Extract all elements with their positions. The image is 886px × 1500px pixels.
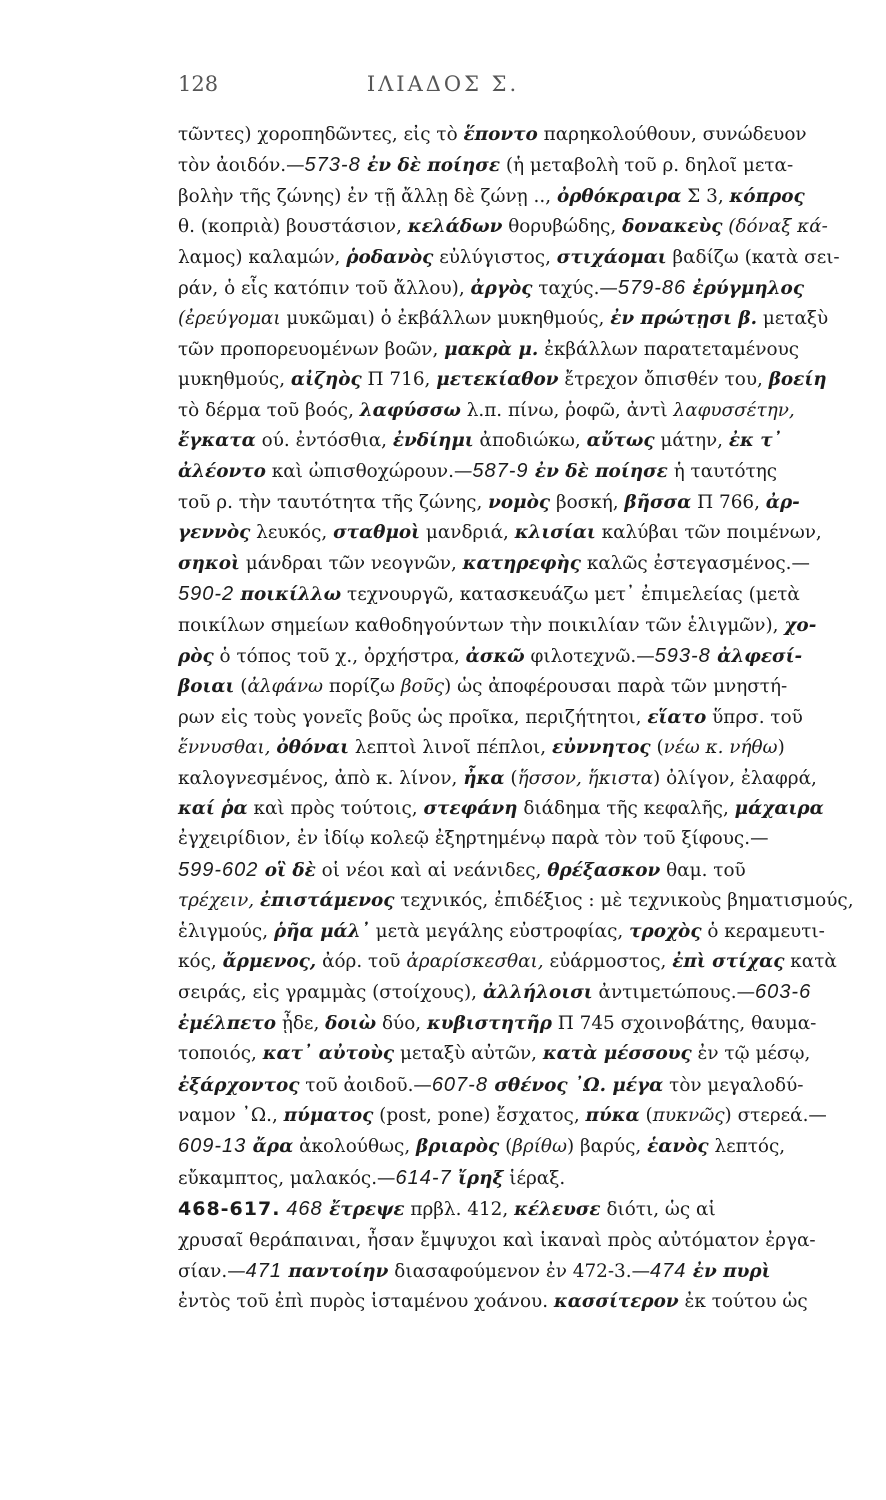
headword: γεννὸς — [178, 522, 251, 544]
text-run: ἀποδιώκω, — [473, 430, 587, 452]
text-line — [178, 703, 850, 733]
text-line — [178, 947, 850, 977]
text-run: ) βαρύς, — [567, 1136, 648, 1158]
headword: πύματος — [283, 1105, 374, 1126]
text-run: κός, — [178, 950, 223, 972]
text-run: μετὰ μεγάλης εὐστροφίας, — [369, 920, 630, 942]
text-run: (ἡ μεταβολὴ τοῦ ρ. δηλοῖ μετα- — [500, 155, 794, 177]
headword: δοιὼ — [325, 1012, 377, 1034]
line-reference: 603-6 — [755, 981, 812, 1004]
headword: ἐνδίημι — [392, 430, 474, 452]
text-run: τοῦ ρ. τὴν ταυτότητα τῆς ζώνης, — [178, 491, 489, 513]
text-run: ) στερεά.— — [724, 1105, 827, 1126]
italic-gloss: τρέχειν, — [178, 890, 255, 912]
headword: ἐξάρχοντος — [178, 1074, 300, 1096]
text-run: πορίζω — [323, 676, 401, 698]
text-run: καλογνεσμένος, ἀπὸ κ. λίνον, — [178, 767, 464, 789]
text-line — [178, 824, 850, 854]
text-line — [178, 611, 850, 641]
line-reference: 474 — [650, 1260, 687, 1283]
headword: κασσίτερον — [553, 1291, 679, 1313]
text-run: μάτην, — [654, 430, 729, 452]
headword: ὀθόναι — [276, 737, 349, 759]
text-run: τὸν μεγαλοδύ- — [663, 1074, 804, 1096]
line-reference: 587-9 — [472, 460, 529, 483]
text-line — [178, 150, 850, 181]
headword: τροχὸς — [629, 920, 702, 942]
text-line — [178, 243, 850, 273]
text-line — [178, 212, 850, 242]
text-run: ἀντιμετώπους.— — [592, 982, 756, 1004]
headword: πύκα — [585, 1105, 640, 1126]
text-line — [178, 1009, 850, 1039]
headword: ἄρα — [246, 1136, 294, 1158]
text-run: Π 716, — [361, 369, 437, 391]
headword: κατὰ μέσσους — [542, 1043, 692, 1065]
text-run: λεπτοὶ λινοῖ πέπλοι, — [349, 737, 552, 759]
line-reference: 579-86 — [617, 277, 687, 300]
headword: ἀρ- — [765, 491, 800, 513]
headword: ἀσκῶ — [465, 645, 525, 667]
headword: κατ᾽ αὐτοὺς — [262, 1043, 395, 1065]
headword: βῆσσα — [624, 491, 692, 513]
headword: κόπρος — [729, 185, 805, 207]
text-run: ού. ἐντόσθια, — [255, 430, 393, 452]
headword: βοείη — [768, 369, 827, 391]
text-run: λεπτός, — [708, 1136, 786, 1158]
text-line — [178, 1163, 850, 1194]
text-run: (post, pone) ἔσχατος, — [373, 1105, 586, 1126]
text-run: ἀκολούθως, — [293, 1136, 417, 1158]
text-run: τοποιός, — [178, 1043, 263, 1065]
text-line — [178, 182, 850, 212]
headword: ἐν δὲ ποίησε — [360, 155, 501, 177]
text-run: ὕπρσ. τοῦ — [706, 706, 803, 728]
headword: δονακεὺς — [622, 216, 723, 238]
headword: κέλευσε — [514, 1199, 601, 1221]
headword: στεφάνη — [423, 797, 518, 819]
headword: ἀλφεσί- — [710, 645, 803, 667]
text-run: κατὰ — [784, 950, 837, 972]
headword: οἳ δὲ — [258, 859, 316, 881]
text-run: ᾖδε, — [276, 1012, 326, 1034]
text-line — [178, 579, 850, 610]
text-run: δύο, — [376, 1012, 427, 1034]
headword: κλισίαι — [514, 522, 596, 544]
headword: βοιαι — [178, 676, 235, 698]
text-line — [178, 917, 850, 947]
headword: ποικίλλω — [234, 584, 342, 606]
text-run: ) — [777, 737, 785, 759]
headword: ἕποντο — [463, 124, 538, 145]
text-run: καλύβαι τῶν ποιμένων, — [595, 522, 822, 544]
line-reference: 468 — [286, 1198, 323, 1221]
headword: ῥῆα μάλ᾽ — [273, 920, 370, 942]
headword: ἐν πρώτῃσι β. — [610, 308, 757, 330]
text-line — [178, 764, 850, 794]
text-line — [178, 1256, 850, 1287]
headword: χο- — [784, 614, 817, 636]
text-run: χρυσαῖ θεράπαιναι, ἦσαν ἔμψυχοι καὶ ἱκαναὶ πρὸς αὐτόματον ἐργα- — [178, 1229, 816, 1251]
page-number: 128 — [178, 72, 219, 96]
headword: στιχάομαι — [556, 246, 667, 268]
text-line — [178, 1287, 850, 1317]
section-range: 468-617. — [178, 1198, 281, 1221]
text-line — [178, 977, 850, 1008]
text-line — [178, 549, 850, 579]
italic-gloss: ἥσσον, ἥκιστα — [517, 767, 654, 789]
text-line — [178, 672, 850, 702]
text-run: διότι, ὡς αἱ — [600, 1199, 716, 1221]
italic-gloss: βοῦς — [400, 676, 445, 698]
text-run: μάνδραι τῶν νεογνῶν, — [239, 552, 463, 574]
text-line — [178, 273, 850, 304]
text-run: σειράς, εἰς γραμμὰς (στοίχους), — [178, 982, 483, 1004]
text-run: φιλοτεχνῶ.— — [524, 645, 655, 667]
headword: ἐν δὲ ποίησε — [528, 461, 668, 483]
text-run: ταχύς.— — [532, 278, 618, 300]
italic-gloss: πυκνῶς — [652, 1105, 725, 1126]
text-line — [178, 120, 850, 150]
text-line — [178, 426, 850, 456]
text-run: διασαφούμενον ἐν 472-3.— — [388, 1261, 650, 1283]
italic-gloss: ἕννυσθαι, — [178, 737, 271, 759]
text-run: εὔκαμπτος, μαλακός.— — [178, 1167, 396, 1189]
text-run: ( — [234, 676, 248, 698]
headword: καί ῥα — [178, 797, 248, 819]
line-reference: 614-7 — [395, 1166, 452, 1189]
text-line — [178, 1101, 850, 1131]
text-run: Π 745 σχοινοβάτης, θαυμα- — [551, 1012, 817, 1034]
headword: ἀργὸς — [470, 278, 533, 300]
text-line — [178, 456, 850, 487]
italic-gloss: ἀραρίσκεσθαι, — [406, 950, 544, 972]
text-run: μεταξὺ αὐτῶν, — [394, 1043, 543, 1065]
text-run: ἐκβάλλων παρατεταμένους — [538, 338, 800, 360]
text-run: ἐγχειρίδιον, ἐν ἰδίῳ κολεῷ ἐξηρτημένῳ παρὰ τὸν τοῦ ξίφους.— — [178, 828, 769, 850]
headword: ἐν πυρὶ — [686, 1261, 771, 1283]
italic-gloss: λαφυσσέτην, — [673, 399, 795, 421]
italic-gloss: βρίθω — [512, 1136, 567, 1158]
text-line — [178, 794, 850, 824]
text-run: λαμος) καλαμών, — [178, 246, 347, 268]
text-run: μανδριά, — [420, 522, 515, 544]
text-line — [178, 518, 850, 548]
headword: νομὸς — [488, 491, 551, 513]
running-title: ΙΛΙΑΔΟΣ Σ. — [366, 72, 520, 96]
text-run: λευκός, — [250, 522, 334, 544]
italic-gloss: (δόναξ κά- — [722, 216, 828, 238]
text-line — [178, 1039, 850, 1069]
page-header — [0, 72, 886, 108]
headword: σταθμοὶ — [333, 522, 421, 544]
headword: εἵατο — [647, 706, 707, 728]
headword: ἐπὶ στίχας — [672, 950, 785, 972]
headword: ἐρύγμηλος — [686, 278, 805, 300]
text-run: ( — [504, 767, 518, 789]
headword: αἰζηὸς — [290, 369, 362, 391]
text-line — [178, 1226, 850, 1256]
headword: σηκοὶ — [178, 552, 240, 574]
commentary-text — [178, 120, 854, 1318]
text-run: σίαν.— — [178, 1261, 246, 1283]
headword: κατηρεφὴς — [462, 552, 581, 574]
text-run: καὶ πρὸς τούτοις, — [247, 797, 424, 819]
text-run: Π 766, — [691, 491, 766, 513]
text-run: τῶν προπορευομένων βοῶν, — [178, 338, 445, 360]
text-run: εὐλύγιστος, — [433, 246, 557, 268]
text-run: βαδίζω (κατὰ σει- — [666, 246, 840, 268]
text-run: διάδημα τῆς κεφαλῆς, — [517, 797, 735, 819]
line-reference: 599-602 — [178, 858, 259, 881]
headword: ἀλλήλοισι — [482, 982, 593, 1004]
text-run: τεχνουργῶ, κατασκευάζω μετ᾽ ἐπιμελείας (μετὰ — [341, 584, 800, 606]
text-line — [178, 886, 854, 916]
text-run: ἑλιγμούς, — [178, 920, 274, 942]
text-line — [178, 1070, 850, 1101]
headword: ὀρθόκραιρα — [556, 185, 682, 207]
text-run: βολὴν τῆς ζώνης) ἐν τῇ ἄλλῃ δὲ ζώνῃ .., — [178, 185, 557, 207]
text-run: βοσκή, — [550, 491, 625, 513]
text-line — [178, 335, 850, 365]
headword: ἦκα — [463, 767, 505, 789]
text-run: ποικίλων σημείων καθοδηγούντων τὴν ποικιλίαν τῶν ἑλιγμῶν), — [178, 614, 785, 636]
line-reference: 593-8 — [654, 644, 711, 667]
text-run: ( — [499, 1136, 513, 1158]
text-run: ὁ τόπος τοῦ χ., ὀρχήστρα, — [213, 645, 466, 667]
italic-gloss: ἀλφάνω — [247, 676, 324, 698]
text-run: ἡ ταυτότης — [667, 461, 778, 483]
headword: ρὸς — [178, 645, 214, 667]
text-line — [178, 733, 850, 763]
text-line — [178, 396, 850, 426]
text-run: τὸ δέρμα τοῦ βοός, — [178, 399, 360, 421]
headword: μετεκίαθον — [436, 369, 559, 391]
italic-gloss: νέω κ. νήθω — [663, 737, 778, 759]
text-run: ἐν τῷ μέσῳ, — [691, 1043, 811, 1065]
text-run: θορυβώδης, — [502, 216, 623, 238]
text-run: θαμ. τοῦ — [660, 859, 746, 881]
text-run: καλῶς ἐστεγασμένος.— — [580, 552, 810, 574]
headword: θρέξασκον — [547, 859, 661, 881]
text-run: ) ὀλίγον, ἐλαφρά, — [653, 767, 817, 789]
headword: ἐπιστάμενος — [259, 890, 395, 912]
headword: κυβιστητῆρ — [426, 1012, 552, 1034]
text-run: τὸν ἀοιδόν.— — [178, 155, 305, 177]
headword: αὔτως — [586, 430, 655, 452]
headword: ἄρμενος, — [222, 950, 317, 972]
headword: μάχαιρα — [734, 797, 824, 819]
text-run: μεταξὺ — [757, 308, 829, 330]
text-run: μυκηθμούς, — [178, 369, 291, 391]
text-run: μυκῶμαι) ὁ ἐκβάλλων μυκηθμούς, — [280, 308, 611, 330]
text-run: ἱέραξ. — [503, 1167, 566, 1189]
headword: ἔτρεψε — [322, 1199, 405, 1221]
text-run: ἐκ τούτου ὡς — [678, 1291, 808, 1313]
text-run: πρβλ. 412, — [404, 1199, 515, 1221]
text-line — [178, 641, 850, 672]
text-line — [178, 365, 850, 395]
text-line — [178, 304, 850, 334]
line-reference: 607-8 — [431, 1073, 488, 1096]
headword: ἑανὸς — [647, 1136, 709, 1158]
line-reference: 573-8 — [304, 154, 361, 177]
text-run: Σ 3, — [681, 185, 730, 207]
text-line — [178, 1194, 850, 1225]
headword: ἐμέλπετο — [178, 1012, 276, 1034]
line-reference: 590-2 — [178, 583, 235, 606]
text-run: ρων εἰς τοὺς γονεῖς βοῦς ὡς προῖκα, περιζήτητοι, — [178, 706, 648, 728]
line-reference: 609-13 — [178, 1135, 247, 1158]
headword: ἀλέοντο — [178, 461, 266, 483]
text-run: ( — [639, 1105, 653, 1126]
text-run: ( — [650, 737, 664, 759]
text-run: παρηκολούθουν, συνώδευον — [537, 124, 807, 145]
headword: ἔγκατα — [178, 430, 256, 452]
text-run: ἀόρ. τοῦ — [316, 950, 407, 972]
headword: βριαρὸς — [416, 1136, 500, 1158]
text-run: τοῦ ἀοιδοῦ.— — [299, 1074, 432, 1096]
text-run: εὐάρμοστος, — [543, 950, 673, 972]
text-run: ναμον ᾽Ω., — [178, 1105, 284, 1126]
headword: σθένος ᾽Ω. μέγα — [487, 1074, 664, 1096]
text-run: ἔτρεχον ὄπισθέν του, — [558, 369, 769, 391]
line-reference: 471 — [245, 1260, 282, 1283]
text-run: τεχνικός, ἐπιδέξιος : μὲ τεχνικοὺς βηματισμούς, — [394, 890, 854, 912]
headword: εὐννητος — [551, 737, 651, 759]
headword: μακρὰ μ. — [444, 338, 539, 360]
headword: ἐκ τ᾽ — [728, 430, 782, 452]
text-run: λ.π. πίνω, ῥοφῶ, ἀντὶ — [460, 399, 674, 421]
italic-gloss: (ἐρεύγομαι — [178, 308, 281, 330]
text-run: θ. (κοπριὰ) βουστάσιον, — [178, 216, 408, 238]
headword: κελάδων — [407, 216, 503, 238]
text-run: καὶ ὠπισθοχώρουν.— — [265, 461, 473, 483]
headword: λαφύσσω — [359, 399, 461, 421]
text-run: ὁ κεραμευτι- — [701, 920, 825, 942]
text-line — [178, 1131, 850, 1162]
text-run: ράν, ὁ εἷς κατόπιν τοῦ ἄλλου), — [178, 278, 471, 300]
text-line — [178, 488, 850, 518]
text-line — [178, 855, 850, 886]
headword: ῥοδανὸς — [346, 246, 434, 268]
text-run: τῶντες) χοροπηδῶντες, εἰς τὸ — [178, 124, 464, 145]
headword: ἴρηξ — [451, 1167, 504, 1189]
text-run: ) ὡς ἀποφέρουσαι παρὰ τῶν μνηστή- — [444, 676, 788, 698]
text-run: ἐντὸς τοῦ ἐπὶ πυρὸς ἱσταμένου χοάνου. — [178, 1291, 554, 1313]
headword: παντοίην — [281, 1261, 389, 1283]
text-run: οἱ νέοι καὶ αἱ νεάνιδες, — [315, 859, 548, 881]
